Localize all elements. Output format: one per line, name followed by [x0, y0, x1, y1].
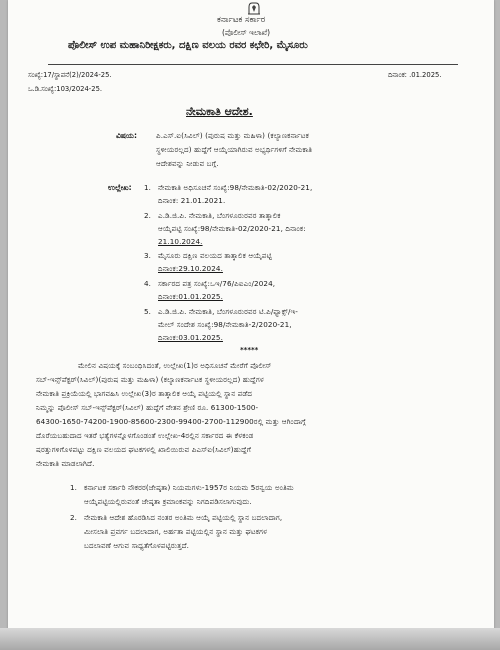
condition-line: ಕರ್ನಾಟಕ ಸರ್ಕಾರಿ ನೌಕರರ(ಜೇಷ್ಠತಾ) ನಿಯಮಗಳು-1957ರ ನಿಯಮ 5ರನ್ವಯ ಅಂತಿಮ [84, 483, 294, 492]
state-emblem-icon [246, 1, 262, 15]
body-line: ನಿಮ್ಮನ್ನು ಪೊಲೀಸ್ ಸಬ್-ಇನ್ಸ್‌ಪೆಕ್ಟರ್(ಸಿವಿಲ್) ಹುದ್ದೆಗೆ ವೇತನ ಶ್ರೇಣಿ ರೂ. 61300-1500- [36, 403, 259, 412]
subject-line: ಪಿ.ಎಸ್.ಐ(ಸಿವಿಲ್) (ಪುರುಷ ಮತ್ತು ಮಹಿಳಾ) (ಕಲ್ಯಾಣಕರ್ನಾಟಕ [156, 131, 310, 140]
reference-line: ಎ.ಡಿ.ಜಿ.ಪಿ. ನೇಮಕಾತಿ, ಬೆಂಗಳೂರುರವರ ಟಿ.ಪಿ/ಫ್ಯಾಕ್ಸ್/ಇ- [158, 307, 298, 316]
od-number: ಒ.ಡಿ.ಸಂಖ್ಯೆ:103/2024-25. [28, 85, 103, 93]
condition-line: ಮೀಸಲಾತಿ ಪ್ರವರ್ಗ ಬದಲಾದಾಗ, ಅರ್ಹತಾ ಪಟ್ಟಿಯಲ್ಲಿನ ಸ್ಥಾನ ಮತ್ತು ಘಟಕಗಳ [84, 527, 268, 536]
subject-line: ಸ್ಥಳೀಯರಲ್ಲದ) ಹುದ್ದೆಗೆ ಆಯ್ಕೆಯಾಗಿರುವ ಅಭ್ಯರ್ಥಿಗಳಿಗೆ ನೇಮಕಾತಿ [156, 145, 313, 154]
reference-line: 21.10.2024. [158, 237, 203, 246]
condition-number-marker: 2. [70, 513, 78, 522]
body-line: ಷರತ್ತುಗಳಿಗೊಳಪಟ್ಟು ದಕ್ಷಿಣ ವಲಯದ ಘಟಕಗಳಲ್ಲಿ ಖಾಲಿಯಿರುವ ಪಿಎಸ್‌ಐ(ಸಿವಿಲ್)ಹುದ್ದೆಗೆ [36, 445, 252, 454]
body-line: ನೇಮಕಾತಿ ಪ್ರಕ್ರಿಯೆಯಲ್ಲಿ ಭಾಗವಹಿಸಿ ಉಲ್ಲೇಖ(3)ರ ತಾತ್ಕಾಲಿಕ ಆಯ್ಕೆ ಪಟ್ಟಿಯಲ್ಲಿ ಸ್ಥಾನ ಪಡೆದ [36, 389, 253, 398]
references-label: ಉಲ್ಲೇಖ: [108, 183, 132, 192]
body-line: 64300-1650-74200-1900-85600-2300-99400-2700-112900ರಲ್ಲಿ ಮತ್ತು ಆಗಿಂದಾಗ್ಗೆ [36, 417, 306, 426]
department-line: (ಪೊಲೀಸ್ ಇಲಾಖೆ) [222, 28, 271, 37]
reference-number-marker: 3. [144, 251, 152, 260]
reference-line: ದಿನಾಂಕ: 21.01.2021. [158, 196, 226, 205]
reference-number: ಸಂಖ್ಯೆ:17/ಸ್ಥಾಪನೆ(2)/2024-25. [28, 71, 112, 79]
body-line: ಸಬ್-ಇನ್ಸ್‌ಪೆಕ್ಟರ್(ಸಿವಿಲ್)(ಪುರುಷ ಮತ್ತು ಮಹಿಳಾ) (ಕಲ್ಯಾಣಕರ್ನಾಟಕ ಸ್ಥಳೀಯರಲ್ಲದ) ಹುದ್ದೆಗಳ [36, 375, 264, 384]
condition-line: ಬದಲಾವಣೆ ಆಗುವ ಸಾಧ್ಯತೆಗೊಳಪಟ್ಟಿರುತ್ತದೆ. [84, 541, 190, 550]
reference-line: ನೇಮಕಾತಿ ಅಧಿಸೂಚನೆ ಸಂಖ್ಯೆ:98/ನೇಮಕಾತಿ-02/2020-21, [158, 183, 313, 192]
reference-line: ಮೈಸೂರು ದಕ್ಷಿಣ ವಲಯದ ತಾತ್ಕಾಲಿಕ ಆಯ್ಕೆಪಟ್ಟಿ [158, 251, 272, 260]
subject-line: ಆದೇಶವನ್ನು ನೀಡುವ ಬಗ್ಗೆ. [156, 159, 219, 168]
reference-number-marker: 5. [144, 307, 152, 316]
viewer-background [0, 628, 500, 650]
subject-label: ವಿಷಯ: [116, 131, 137, 140]
reference-number-marker: 2. [144, 211, 152, 220]
reference-line: ಆಯ್ಕೆಪಟ್ಟಿ ಸಂಖ್ಯೆ:98/ನೇಮಕಾತಿ-02/2020-21, ದಿನಾಂಕ: [158, 224, 306, 233]
body-line: ನೇಮಕಾತಿ ಮಾಡಲಾಗಿದೆ. [36, 459, 95, 468]
reference-line: ದಿನಾಂಕ:01.01.2025. [158, 292, 223, 301]
reference-number-marker: 1. [144, 183, 152, 192]
reference-number-marker: 4. [144, 279, 152, 288]
condition-line: ನೇಮಕಾತಿ ಆದೇಶ ಹೊರಡಿಸಿದ ನಂತರ ಅಂತಿಮ ಆಯ್ಕೆ ಪಟ್ಟಿಯಲ್ಲಿ ಸ್ಥಾನ ಬದಲಾದಾಗ, [84, 513, 283, 522]
office-line: ಪೊಲೀಸ್ ಉಪ ಮಹಾನಿರೀಕ್ಷಕರು, ದಕ್ಷಿಣ ವಲಯ ರವರ ಕಛೇರಿ, ಮೈಸೂರು [68, 40, 308, 51]
reference-line: ಎ.ಡಿ.ಜಿ.ಪಿ. ನೇಮಕಾತಿ, ಬೆಂಗಳೂರುರವರ ತಾತ್ಕಾಲಿಕ [158, 211, 281, 220]
condition-line: ಆಯ್ಕೆಪಟ್ಟಿಯಲ್ಲಿರುವಂತೆ ಜೇಷ್ಠತಾ ಕ್ರಮಾಂಕವನ್ನು ನಿಗದಿಪಡಿಸಲಾಗುವುದು. [84, 497, 252, 506]
government-line: ಕರ್ನಾಟಕ ಸರ್ಕಾರ [217, 15, 266, 25]
body-line: ಮೇಲಿನ ವಿಷಯಕ್ಕೆ ಸಂಬಂಧಿಸಿದಂತೆ, ಉಲ್ಲೇಖ(1)ರ ಅಧಿಸೂಚನೆ ಮೇರೆಗೆ ಪೊಲೀಸ್ [78, 361, 272, 370]
reference-line: ದಿನಾಂಕ:29.10.2024. [158, 264, 223, 273]
reference-line: ಸರ್ಕಾರದ ಪತ್ರ ಸಂಖ್ಯೆ:ಒಇ/76/ಪಿಐಎಂ/2024, [158, 279, 276, 288]
document-page [8, 0, 494, 650]
header-rule [48, 64, 458, 65]
body-line: ದೊರೆಯಬಹುದಾದ ಇತರೆ ಭತ್ಯೆಗಳನ್ನೊಳಗೊಂಡಂತೆ ಉಲ್ಲೇಖ-4ರಲ್ಲಿನ ಸರ್ಕಾರದ ಈ ಕೆಳಕಂಡ [36, 431, 254, 440]
document-date: ದಿನಾಂಕ: .01.2025. [388, 71, 442, 79]
condition-number-marker: 1. [70, 483, 78, 492]
order-title: ನೇಮಕಾತಿ ಆದೇಶ. [186, 105, 253, 118]
reference-line: ದಿನಾಂಕ:03.01.2025. [158, 333, 223, 342]
section-separator: ***** [240, 346, 259, 354]
reference-line: ಮೇಲ್ ಸಂದೇಶ ಸಂಖ್ಯೆ:98/ನೇಮಕಾತಿ-2/2020-21, [158, 320, 292, 329]
